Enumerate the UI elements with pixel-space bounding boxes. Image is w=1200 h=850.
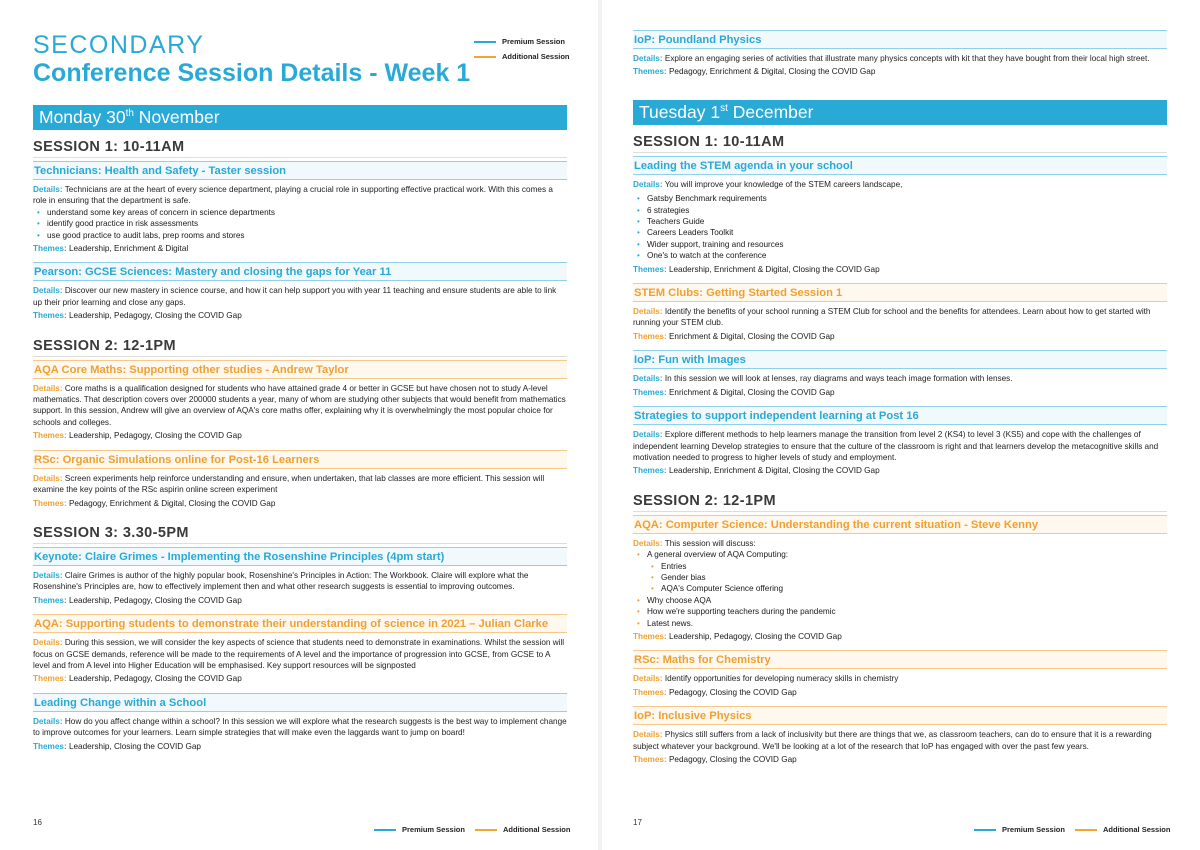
- themes-text: Leadership, Closing the COVID Gap: [68, 741, 201, 751]
- session-title: RSc: Maths for Chemistry: [633, 650, 1167, 669]
- details-text: Discover our new mastery in science course, and how it can help support you with year 11 teaching and ensure students are able to link up their prior learning and close any gaps.: [33, 286, 557, 307]
- details-text: You will improve your knowledge of the STEM careers landscape,: [664, 179, 903, 189]
- details-label: Details:: [633, 674, 663, 684]
- session-themes: [633, 465, 1167, 476]
- details-label: Details:: [33, 570, 63, 580]
- list-item: • One's to watch at the conference: [647, 250, 1167, 261]
- premium-line-icon: [974, 829, 996, 831]
- session-details: [33, 383, 567, 429]
- details-label: Details:: [633, 430, 663, 440]
- themes-label: Themes:: [33, 244, 67, 254]
- session-title: Pearson: GCSE Sciences: Mastery and closing the gaps for Year 11: [33, 262, 567, 281]
- session-title: IoP: Inclusive Physics: [633, 706, 1167, 725]
- legend-additional-label: Additional Session: [502, 825, 571, 834]
- session-themes: [33, 310, 567, 321]
- themes-text: Enrichment & Digital, Closing the COVID Gap: [668, 331, 835, 341]
- list-item: • Teachers Guide: [647, 216, 1167, 227]
- themes-text: Leadership, Enrichment & Digital, Closing the COVID Gap: [668, 264, 880, 274]
- themes-label: Themes:: [33, 674, 67, 684]
- session-heading: SESSION 2: 12-1PM: [633, 491, 1167, 512]
- list-item: • understand some key areas of concern in science departments: [47, 207, 567, 218]
- session-themes: [33, 673, 567, 684]
- session-details: [33, 184, 567, 207]
- page-number: 17: [633, 818, 642, 827]
- sub-list-item: • Gender bias: [661, 572, 1167, 583]
- session-details: [33, 285, 567, 308]
- themes-label: Themes:: [33, 595, 67, 605]
- session-title: AQA: Supporting students to demonstrate their understanding of science in 2021 – Julian Clarke: [33, 614, 567, 633]
- themes-label: Themes:: [633, 387, 667, 397]
- themes-label: Themes:: [633, 631, 667, 641]
- themes-label: Themes:: [633, 67, 667, 77]
- session-themes: [633, 631, 1167, 642]
- list-item: • 6 strategies: [647, 205, 1167, 216]
- session-title: Leading Change within a School: [33, 693, 567, 712]
- session-title: RSc: Organic Simulations online for Post-16 Learners: [33, 450, 567, 469]
- legend-premium-label: Premium Session: [1002, 825, 1065, 834]
- list-item: • Careers Leaders Toolkit: [647, 227, 1167, 238]
- details-text: Explore an engaging series of activities that illustrate many physics concepts with kit that they have bought from their local high street.: [664, 54, 1150, 63]
- themes-label: Themes:: [33, 741, 67, 751]
- session-title: Keynote: Claire Grimes - Implementing the Rosenshine Principles (4pm start): [33, 547, 567, 566]
- session-themes: [33, 741, 567, 752]
- session-details: [633, 373, 1167, 384]
- list-item: • identify good practice in risk assessments: [47, 218, 567, 229]
- details-label: Details:: [33, 286, 63, 296]
- themes-text: Leadership, Pedagogy, Closing the COVID Gap: [68, 431, 242, 441]
- themes-text: Leadership, Pedagogy, Closing the COVID Gap: [68, 595, 242, 605]
- list-item: • use good practice to audit labs, prep rooms and stores: [47, 230, 567, 241]
- legend-additional-label: Additional Session: [502, 52, 570, 61]
- details-label: Details:: [633, 307, 663, 317]
- session-title: IoP: Fun with Images: [633, 350, 1167, 369]
- themes-label: Themes:: [33, 431, 67, 441]
- sub-list-item: • Entries: [661, 561, 1167, 572]
- legend-additional: [474, 49, 570, 64]
- session-details: [633, 53, 1167, 64]
- legend-additional: [1075, 822, 1171, 837]
- session-details: [633, 429, 1167, 463]
- bullet-list: [633, 549, 1167, 629]
- session-title: Technicians: Health and Safety - Taster session: [33, 161, 567, 180]
- day-suffix: st: [720, 102, 728, 114]
- details-label: Details:: [33, 638, 63, 648]
- session-title: IoP: Poundland Physics: [633, 30, 1167, 49]
- page-title: Conference Session Details - Week 1: [33, 59, 471, 87]
- list-item: • Latest news.: [647, 618, 1167, 629]
- day-month: November: [133, 107, 220, 127]
- themes-label: Themes:: [33, 498, 67, 508]
- day-month: December: [727, 101, 814, 122]
- session-themes: [33, 595, 567, 606]
- themes-text: Leadership, Pedagogy, Closing the COVID Gap: [68, 674, 242, 684]
- session-heading: SESSION 1: 10-11AM: [33, 137, 567, 158]
- details-text: How do you affect change within a school? In this session we will explore what the research suggests is the best way to implement change to improve outcomes for your learners. Learn simple strategies that will make even the laggards want to jump on board!: [33, 716, 567, 738]
- footer-legend: [974, 822, 1180, 837]
- themes-text: Pedagogy, Enrichment & Digital, Closing the COVID Gap: [668, 67, 876, 77]
- themes-label: Themes:: [633, 755, 667, 764]
- themes-text: Leadership, Pedagogy, Closing the COVID Gap: [668, 631, 842, 641]
- details-text: Explore different methods to help learners manage the transition from level 2 (KS4) to level 3 (KS5) and cope with the challenges of independent learning Develop strategies to ensure that the culture of the classroom is right and that learners develop the metacognitive skills and motivation needed to progress to higher levels of study and employment.: [633, 430, 1159, 462]
- details-label: Details:: [633, 538, 663, 548]
- list-item: • Wider support, training and resources: [647, 239, 1167, 250]
- session-heading: SESSION 2: 12-1PM: [33, 336, 567, 357]
- footer-legend: [374, 822, 580, 837]
- themes-text: Pedagogy, Closing the COVID Gap: [668, 755, 797, 764]
- session-themes: [633, 331, 1167, 342]
- session-themes: [33, 498, 567, 509]
- list-item-text: A general overview of AQA Computing:: [647, 550, 789, 560]
- list-item: • Gatsby Benchmark requirements: [647, 193, 1167, 204]
- session-details: [633, 729, 1167, 752]
- legend: [474, 34, 570, 64]
- additional-line-icon: [475, 829, 497, 831]
- day-text: Monday 30: [39, 107, 126, 127]
- details-text: Screen experiments help reinforce understanding and ensure, when undertaken, that lab classes are more efficient. This session will examine the key points of the RSc aspirin online screen experiment: [33, 473, 545, 495]
- details-text: Identify opportunities for developing numeracy skills in chemistry: [664, 674, 899, 684]
- right-column: [633, 27, 1167, 765]
- page-right: [600, 0, 1200, 850]
- session-heading: SESSION 3: 3.30-5PM: [33, 523, 567, 544]
- session-themes: [633, 66, 1167, 77]
- session-details: [633, 673, 1167, 684]
- day-suffix: th: [125, 108, 134, 120]
- additional-line-icon: [1075, 829, 1097, 831]
- session-themes: [33, 430, 567, 441]
- legend-premium: [974, 822, 1065, 837]
- session-details: [33, 637, 567, 671]
- session-themes: [633, 687, 1167, 698]
- themes-text: Pedagogy, Enrichment & Digital, Closing the COVID Gap: [68, 498, 276, 508]
- session-details: [33, 716, 567, 739]
- details-text: Claire Grimes is author of the highly popular book, Rosenshine's Principles in Action: The Workbook. Claire will explore what the Rosenshine's Principles are, how to effectively implement then and what other research suggests is essential to improving outcomes.: [33, 570, 529, 592]
- session-themes: [33, 243, 567, 254]
- session-details: [633, 179, 1167, 190]
- day-bar-monday: [33, 105, 567, 130]
- details-label: Details:: [633, 374, 663, 384]
- legend-premium-label: Premium Session: [502, 37, 565, 46]
- list-item: • Why choose AQA: [647, 595, 1167, 606]
- details-label: Details:: [33, 716, 63, 726]
- themes-label: Themes:: [633, 687, 667, 697]
- details-text: Technicians are at the heart of every science department, playing a crucial role in supporting effective practical work. With this comes a role in ensuring that the department is safe.: [33, 185, 553, 206]
- bullet-list: [33, 207, 567, 241]
- session-title: Strategies to support independent learning at Post 16: [633, 406, 1167, 425]
- details-label: Details:: [633, 730, 663, 740]
- details-text: Identify the benefits of your school running a STEM Club for school and the benefits for attendees. Learn about how to get started with running your STEM club.: [633, 307, 1151, 328]
- details-label: Details:: [33, 473, 63, 483]
- details-text: Core maths is a qualification designed for students who have attained grade 4 or better in GCSE but have chosen not to study A-level mathematics. That description covers over 200000 students a year, many of whom are studying other subjects that would benefit from mathematics support. In this session, Andrew will give an overview of AQA's core maths offer, explaining why it is overwhelmingly the most popular choice for schools and colleges.: [33, 383, 566, 427]
- additional-line-icon: [474, 56, 496, 58]
- details-text: In this session we will look at lenses, ray diagrams and ways teach image formation with lenses.: [664, 374, 1013, 384]
- legend-additional-label: Additional Session: [1102, 825, 1171, 834]
- page-number: 16: [33, 818, 42, 827]
- session-themes: [633, 754, 1167, 765]
- details-label: Details:: [33, 383, 63, 393]
- session-themes: [633, 264, 1167, 275]
- left-column: [33, 105, 567, 752]
- themes-text: Leadership, Pedagogy, Closing the COVID Gap: [68, 311, 242, 321]
- day-bar-tuesday: [633, 100, 1167, 125]
- legend-additional: [475, 822, 571, 837]
- themes-text: Leadership, Enrichment & Digital: [68, 244, 189, 254]
- legend-premium: [474, 34, 570, 49]
- details-text: This session will discuss:: [664, 538, 756, 548]
- themes-label: Themes:: [33, 311, 67, 321]
- details-text: During this session, we will consider the key aspects of science that students need to demonstrate in examinations. Whilst the session will focus on GCSE demands, reference will be made to the requirements of A level and the importance of progression into GCSE, from GCSE to A level and from A level into Higher Education will be emphasised. Key support resources will be signposted: [33, 638, 565, 670]
- header-kicker: SECONDARY: [33, 31, 205, 59]
- themes-label: Themes:: [633, 331, 667, 341]
- session-details: [633, 538, 1167, 549]
- themes-label: Themes:: [633, 466, 667, 476]
- list-item: [647, 549, 1167, 595]
- session-details: [33, 570, 567, 593]
- bullet-list: [633, 193, 1167, 261]
- day-text: Tuesday 1: [639, 101, 721, 122]
- legend-premium-label: Premium Session: [402, 825, 465, 834]
- legend-premium: [374, 822, 465, 837]
- session-details: [33, 473, 567, 496]
- sub-bullet-list: [647, 561, 1167, 595]
- details-label: Details:: [633, 179, 663, 189]
- premium-line-icon: [474, 41, 496, 43]
- premium-line-icon: [374, 829, 396, 831]
- themes-text: Enrichment & Digital, Closing the COVID Gap: [668, 387, 835, 397]
- session-title: STEM Clubs: Getting Started Session 1: [633, 283, 1167, 302]
- themes-label: Themes:: [633, 264, 667, 274]
- session-details: [633, 306, 1167, 329]
- details-label: Details:: [633, 54, 663, 63]
- themes-text: Leadership, Enrichment & Digital, Closing the COVID Gap: [668, 466, 880, 476]
- session-title: AQA: Computer Science: Understanding the current situation - Steve Kenny: [633, 515, 1167, 534]
- session-title: AQA Core Maths: Supporting other studies - Andrew Taylor: [33, 360, 567, 379]
- sub-list-item: • AQA's Computer Science offering: [661, 583, 1167, 594]
- details-text: Physics still suffers from a lack of inclusivity but there are things that we, as classroom teachers, can do to ensure that it is a rewarding subject whatever your background. We'll be looking at a lot of the research that IoP has engaged with over the past few years.: [633, 730, 1152, 751]
- list-item: • How we're supporting teachers during the pandemic: [647, 606, 1167, 617]
- session-heading: SESSION 1: 10-11AM: [633, 132, 1167, 153]
- themes-text: Pedagogy, Closing the COVID Gap: [668, 687, 797, 697]
- details-label: Details:: [33, 185, 63, 194]
- session-themes: [633, 387, 1167, 398]
- session-title: Leading the STEM agenda in your school: [633, 156, 1167, 175]
